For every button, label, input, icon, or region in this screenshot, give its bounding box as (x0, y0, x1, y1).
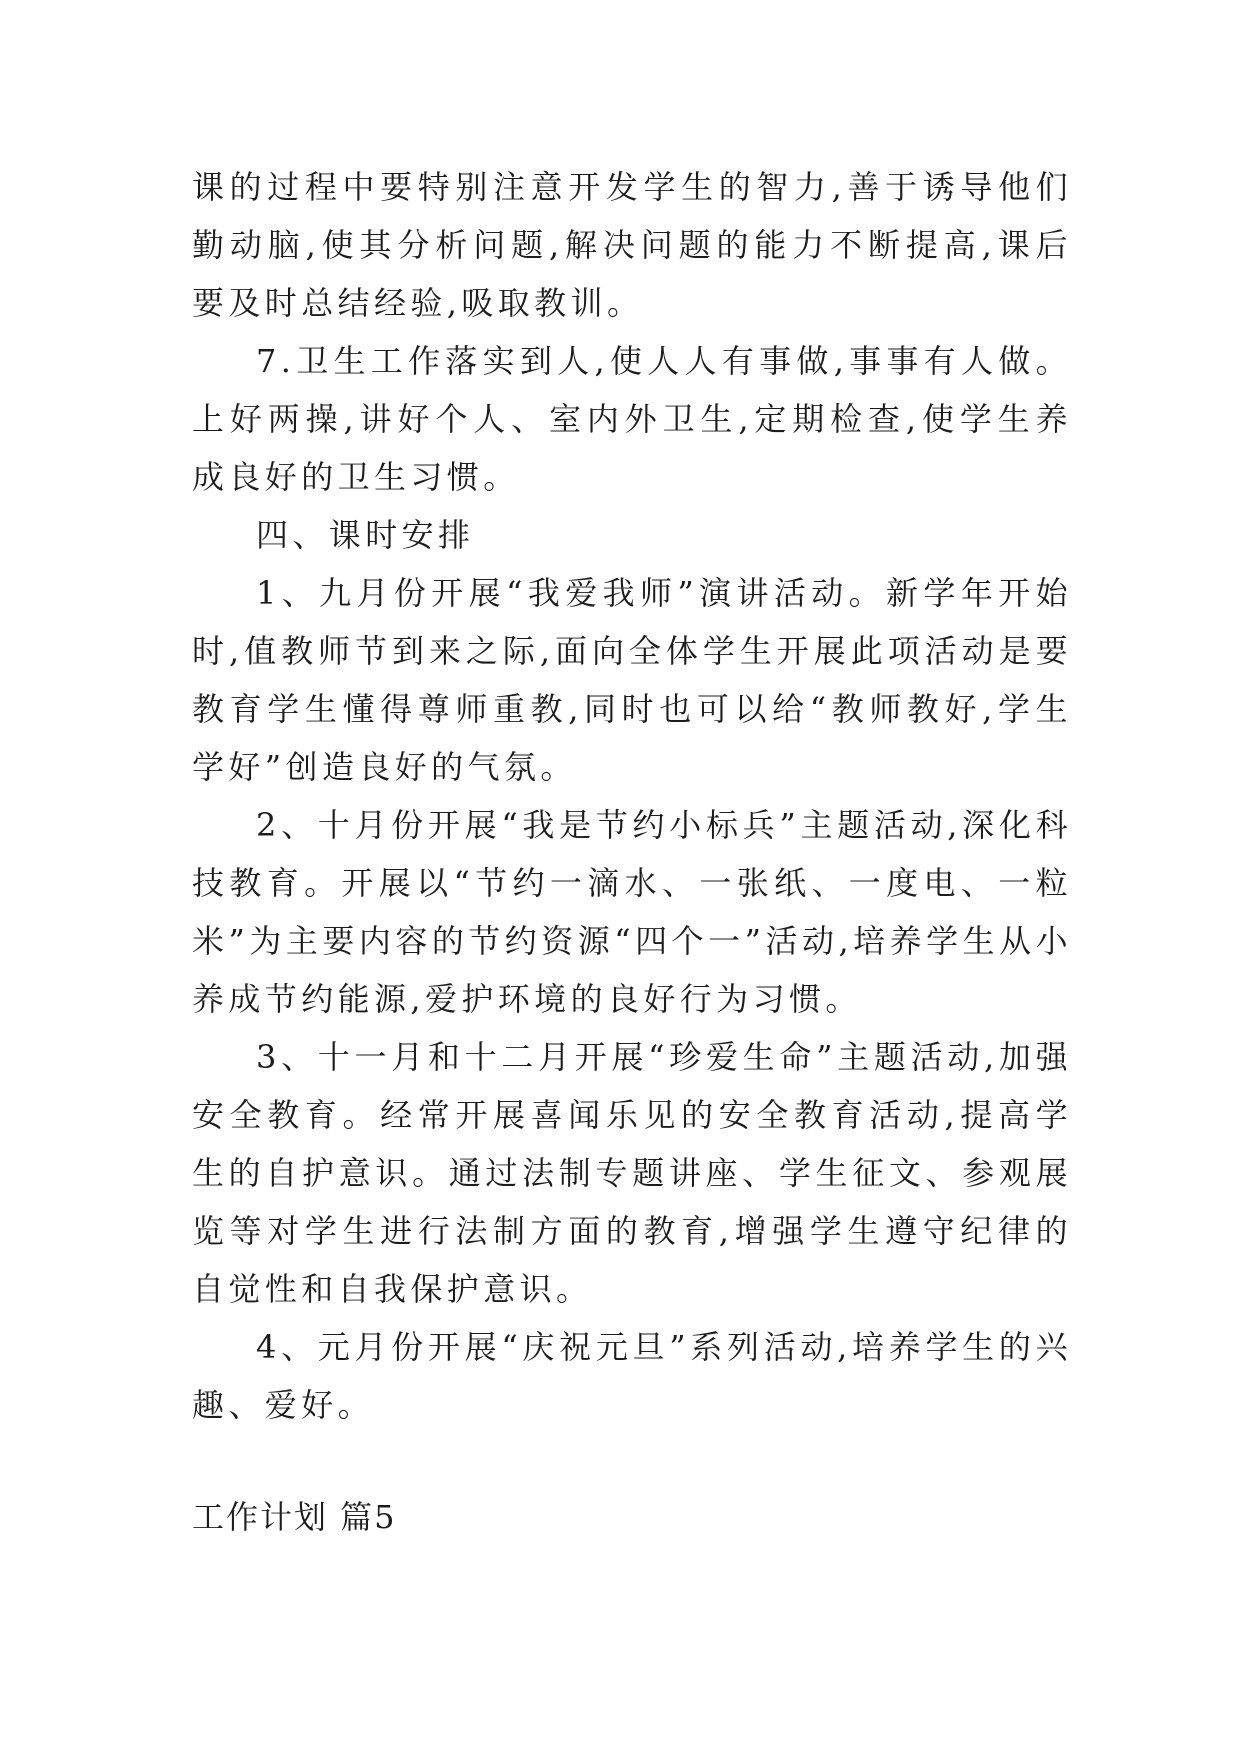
paragraph-october: 2、十月份开展“我是节约小标兵”主题活动,深化科技教育。开展以“节约一滴水、一张纸、一度电、一粒米”为主要内容的节约资源“四个一”活动,培养学生从小养成节约能源,爱护环境的良好行为习惯。 (192, 806, 1072, 1018)
paragraph-hygiene: 7.卫生工作落实到人,使人人有事做,事事有人做。上好两操,讲好个人、室内外卫生,定期检查,使学生养成良好的卫生习惯。 (192, 342, 1072, 496)
paragraph-september: 1、九月份开展“我爱我师”演讲活动。新学年开始时,值教师节到来之际,面向全体学生开展此项活动是要教育学生懂得尊师重教,同时也可以给“教师教好,学生学好”创造良好的气氛。 (192, 574, 1072, 786)
work-plan-heading: 工作计划 篇5 (192, 1498, 397, 1536)
section-heading-schedule: 四、课时安排 (256, 516, 475, 554)
paragraph-continuation: 课的过程中要特别注意开发学生的智力,善于诱导他们勤动脑,使其分析问题,解决问题的能力不断提高,课后要及时总结经验,吸取教训。 (192, 168, 1072, 322)
paragraph-january: 4、元月份开展“庆祝元旦”系列活动,培养学生的兴趣、爱好。 (192, 1328, 1072, 1424)
paragraph-november-december: 3、十一月和十二月开展“珍爱生命”主题活动,加强安全教育。经常开展喜闻乐见的安全教育活动,提高学生的自护意识。通过法制专题讲座、学生征文、参观展览等对学生进行法制方面的教育,增强学生遵守纪律的自觉性和自我保护意识。 (192, 1038, 1072, 1308)
body-text (192, 158, 1072, 1434)
